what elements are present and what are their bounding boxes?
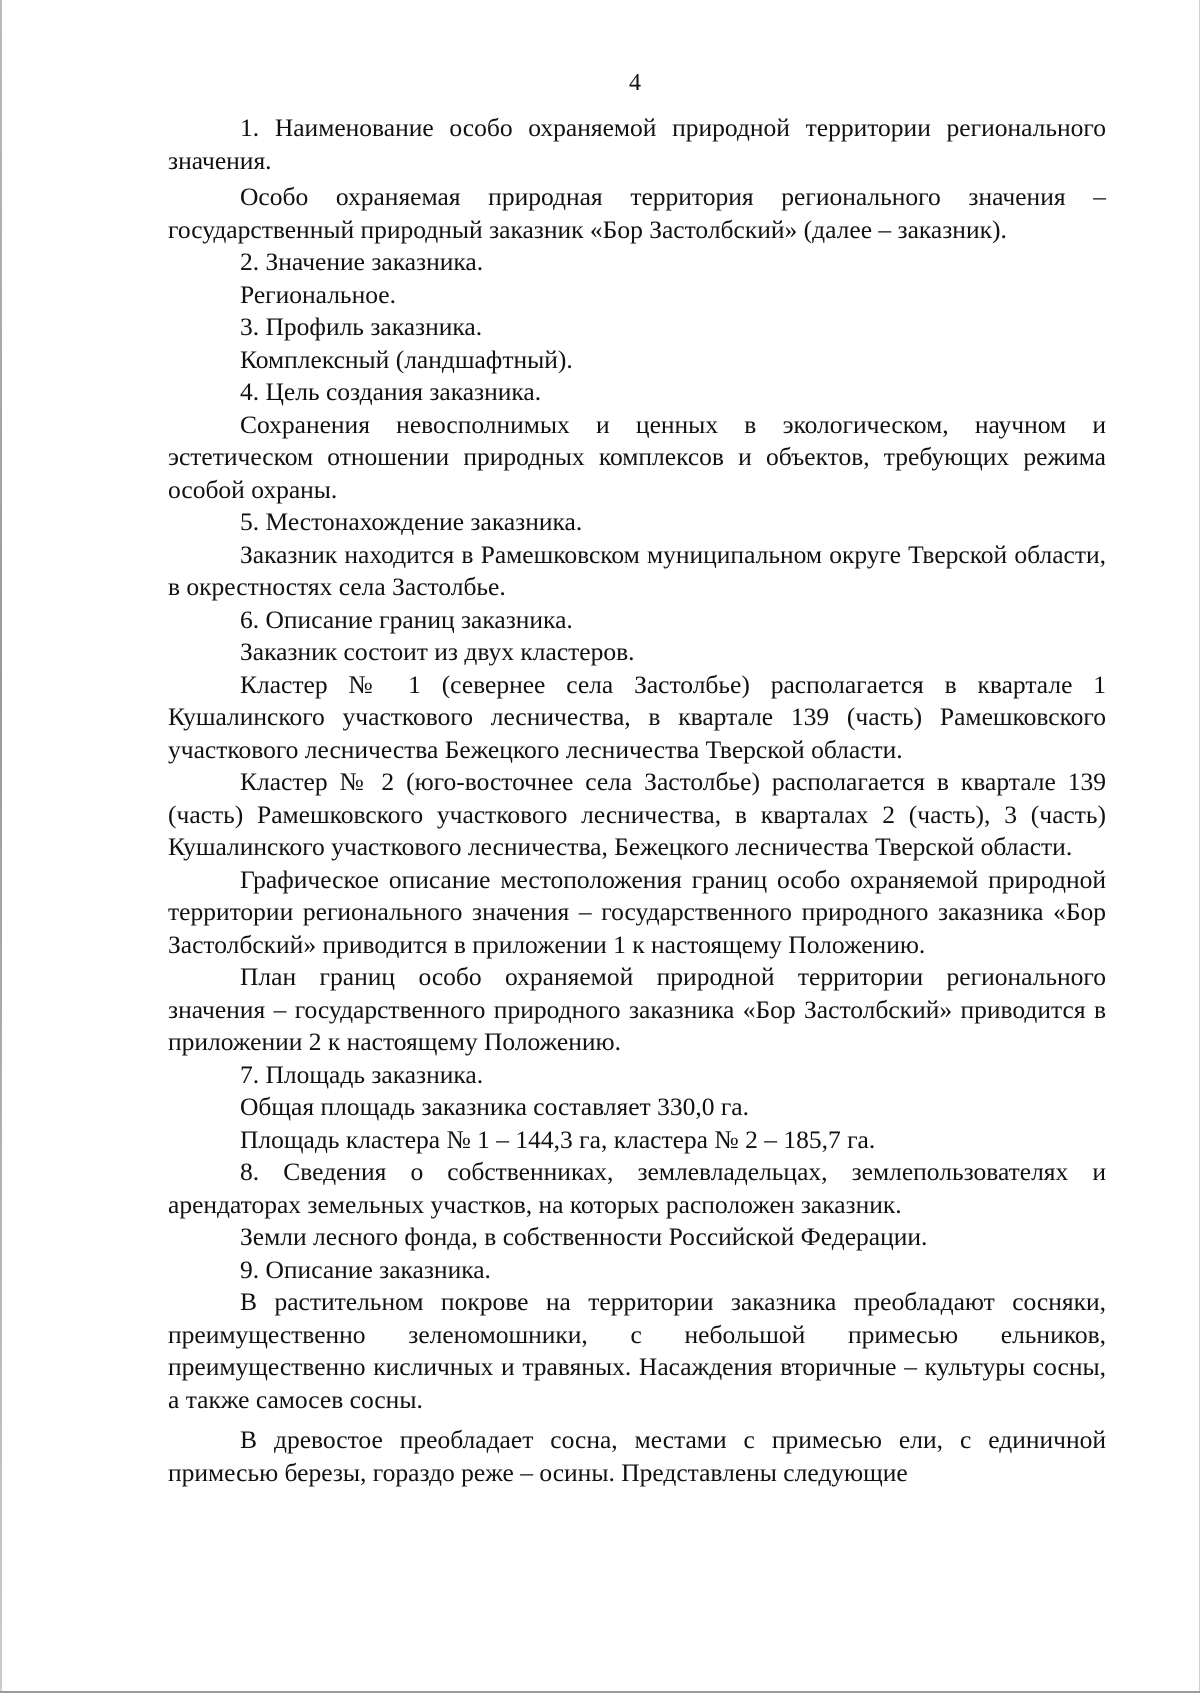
section-heading-owners: 8. Сведения о собственниках, землевладельцах, землепользователях и арендаторах земельных участков, на которых расположен заказник. [168, 1157, 1106, 1219]
paragraph-total-area: Общая площадь заказника составляет 330,0 га. [240, 1092, 749, 1121]
paragraph-purpose-value: Сохранения невосполнимых и ценных в экологическом, научном и эстетическом отношении природных комплексов и объектов, требующих режима особой охраны. [168, 409, 1106, 504]
paragraph-clusters-intro: Заказник состоит из двух кластеров. [240, 637, 635, 666]
paragraph-cluster-areas: Площадь кластера № 1 – 144,3 га, кластера № 2 – 185,7 га. [240, 1124, 876, 1154]
paragraph-tree-stand: В древостое преобладает сосна, местами с примесью ели, с единичной примесью березы, гораздо реже – осины. Представлены следующие [168, 1425, 1106, 1487]
section-heading-purpose: 4. Цель создания заказника. [240, 377, 542, 406]
paragraph-profile-value: Комплексный (ландшафтный). [240, 344, 573, 374]
paragraph-name-value: Особо охраняемая природная территория регионального значения – государственный природный заказник «Бор Застолбский» (далее – заказник). [168, 182, 1106, 244]
page-number: 4 [629, 70, 641, 96]
section-heading-boundaries: 6. Описание границ заказника. [240, 604, 573, 634]
document-body [168, 112, 1106, 1489]
paragraph-owners-value: Земли лесного фонда, в собственности Российской Федерации. [240, 1222, 928, 1251]
section-heading-name: 1. Наименование особо охраняемой природной территории регионального значения. [168, 113, 1106, 175]
section-heading-significance: 2. Значение заказника. [240, 247, 484, 276]
section-heading-profile: 3. Профиль заказника. [240, 312, 483, 341]
section-heading-location: 5. Местонахождение заказника. [240, 507, 583, 536]
section-heading-area: 7. Площадь заказника. [240, 1059, 484, 1089]
paragraph-boundary-plan: План границ особо охраняемой природной территории регионального значения – государственного природного заказника «Бор Застолбский» приводится в приложении 2 к настоящему Положению. [168, 962, 1106, 1056]
paragraph-cluster-1: Кластер № 1 (севернее села Застолбье) располагается в квартале 1 Кушалинского участкового лесничества, в квартале 139 (часть) Рамешковского участкового лесничества Бежецкого лесничества Тверской области. [168, 669, 1106, 764]
paragraph-location-value: Заказник находится в Рамешковском муниципальном округе Тверской области, в окрестностях села Застолбье. [168, 539, 1106, 601]
paragraph-graphic-description: Графическое описание местоположения границ особо охраняемой природной территории регионального значения – государственного природного заказника «Бор Застолбский» приводится в приложении 1 к настоящему Положению. [168, 864, 1106, 959]
scan-edge-left [0, 0, 2, 1693]
section-heading-description: 9. Описание заказника. [240, 1254, 491, 1284]
paragraph-vegetation: В растительном покрове на территории заказника преобладают сосняки, преимущественно зеленомошники, с небольшой примесью ельников, преимущественно кисличных и травяных. Насаждения вторичные – культуры сосны, а также самосев сосны. [168, 1287, 1106, 1414]
paragraph-cluster-2: Кластер № 2 (юго-восточнее села Застолбье) располагается в квартале 139 (часть) Рамешковского участкового лесничества, в кварталах 2 (часть), 3 (часть) Кушалинского участкового лесничества, Бежецкого лесничества Тверской области. [168, 767, 1106, 861]
paragraph-significance-value: Региональное. [240, 279, 396, 309]
